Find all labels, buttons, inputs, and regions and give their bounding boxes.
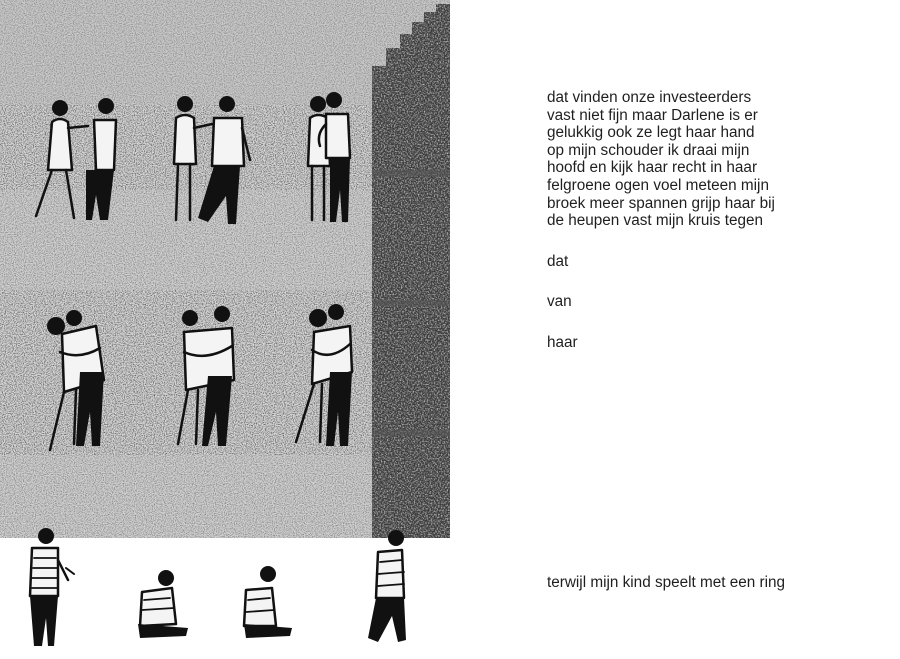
poem-text — [547, 89, 867, 352]
poem-word: haar — [547, 333, 578, 351]
poem-closing-line: terwijl mijn kind speelt met een ring — [547, 574, 786, 591]
poem-line: broek meer spannen grijp haar bij — [547, 194, 775, 212]
poem-line: felgroene ogen voel meteen mijn — [547, 176, 769, 194]
poem-word: van — [547, 293, 572, 311]
poem-line: dat vinden onze investeerders — [547, 89, 752, 106]
poem-line: gelukkig ook ze legt haar hand — [547, 124, 755, 142]
poem-line: de heupen vast mijn kruis tegen — [547, 212, 763, 230]
poem-word: dat — [547, 252, 569, 270]
poem-line: vast niet fijn maar Darlene is er — [547, 106, 758, 124]
dark-tower — [372, 4, 450, 540]
poem-line: op mijn schouder ik draai mijn — [547, 141, 750, 159]
poem-line: hoofd en kijk haar recht in haar — [547, 159, 758, 177]
